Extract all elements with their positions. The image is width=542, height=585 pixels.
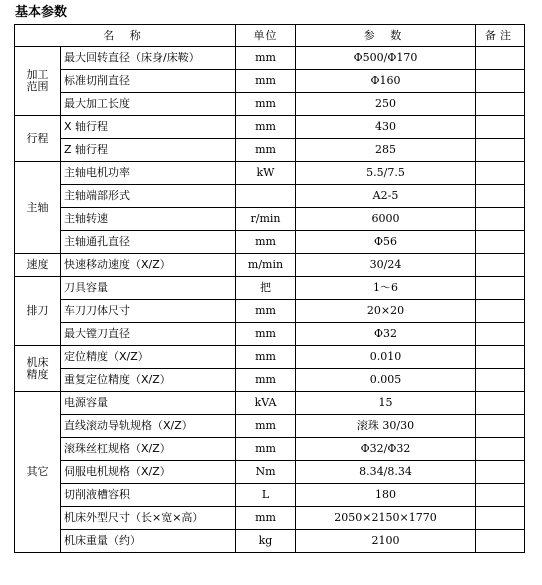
param-value: 8.34/8.34 — [296, 461, 476, 484]
table-row — [15, 461, 525, 484]
param-remark — [476, 185, 525, 208]
param-unit: mm — [236, 139, 296, 162]
param-unit: r/min — [236, 208, 296, 231]
table-row — [15, 369, 525, 392]
table-row — [15, 415, 525, 438]
group-label: 速度 — [15, 254, 61, 277]
param-remark — [476, 323, 525, 346]
param-unit: mm — [236, 346, 296, 369]
param-unit: L — [236, 484, 296, 507]
param-name: 标准切削直径 — [61, 70, 236, 93]
param-name: 主轴通孔直径 — [61, 231, 236, 254]
table-row — [15, 162, 525, 185]
param-remark — [476, 70, 525, 93]
group-label: 排刀 — [15, 277, 61, 346]
param-remark — [476, 392, 525, 415]
param-remark — [476, 277, 525, 300]
param-unit — [236, 185, 296, 208]
param-name: 直线滚动导轨规格（X/Z） — [61, 415, 236, 438]
table-row — [15, 300, 525, 323]
param-unit: mm — [236, 231, 296, 254]
param-value: Φ160 — [296, 70, 476, 93]
param-value: Φ56 — [296, 231, 476, 254]
header-value: 参 数 — [296, 25, 476, 47]
header-name: 名 称 — [15, 25, 236, 47]
param-unit: mm — [236, 415, 296, 438]
table-row — [15, 116, 525, 139]
header-remark: 备注 — [476, 25, 525, 47]
param-unit: mm — [236, 93, 296, 116]
param-value: 20×20 — [296, 300, 476, 323]
param-name: Z 轴行程 — [61, 139, 236, 162]
param-remark — [476, 369, 525, 392]
group-label: 机床 精度 — [15, 346, 61, 392]
param-value: 430 — [296, 116, 476, 139]
param-unit: mm — [236, 47, 296, 70]
param-name: 切削液槽容积 — [61, 484, 236, 507]
param-value: 2050×2150×1770 — [296, 507, 476, 530]
param-value: 180 — [296, 484, 476, 507]
table-row — [15, 93, 525, 116]
param-name: 最大回转直径（床身/床鞍） — [61, 47, 236, 70]
param-name: 快速移动速度（X/Z） — [61, 254, 236, 277]
param-unit: mm — [236, 70, 296, 93]
param-value: Φ32 — [296, 323, 476, 346]
param-unit: kW — [236, 162, 296, 185]
spec-table — [14, 24, 525, 553]
table-row — [15, 185, 525, 208]
param-remark — [476, 162, 525, 185]
spec-body — [15, 47, 525, 553]
param-unit: m/min — [236, 254, 296, 277]
param-remark — [476, 461, 525, 484]
table-row — [15, 47, 525, 70]
param-name: 定位精度（X/Z） — [61, 346, 236, 369]
param-value: Φ32/Φ32 — [296, 438, 476, 461]
param-unit: mm — [236, 300, 296, 323]
param-unit: kg — [236, 530, 296, 553]
param-value: 0.005 — [296, 369, 476, 392]
param-remark — [476, 530, 525, 553]
param-name: X 轴行程 — [61, 116, 236, 139]
table-row — [15, 530, 525, 553]
group-label: 加工 范围 — [15, 47, 61, 116]
table-row — [15, 139, 525, 162]
param-name: 车刀刀体尺寸 — [61, 300, 236, 323]
header-unit: 单位 — [236, 25, 296, 47]
param-name: 电源容量 — [61, 392, 236, 415]
page-title: 基本参数 — [15, 5, 68, 20]
param-name: 最大镗刀直径 — [61, 323, 236, 346]
param-remark — [476, 507, 525, 530]
param-unit: 把 — [236, 277, 296, 300]
param-remark — [476, 139, 525, 162]
param-remark — [476, 208, 525, 231]
group-label: 行程 — [15, 116, 61, 162]
param-value: 2100 — [296, 530, 476, 553]
param-remark — [476, 93, 525, 116]
param-unit: mm — [236, 507, 296, 530]
table-row — [15, 507, 525, 530]
param-value: 滚珠 30/30 — [296, 415, 476, 438]
param-name: 滚珠丝杠规格（X/Z） — [61, 438, 236, 461]
param-name: 刀具容量 — [61, 277, 236, 300]
param-name: 主轴端部形式 — [61, 185, 236, 208]
param-unit: mm — [236, 369, 296, 392]
param-remark — [476, 300, 525, 323]
param-remark — [476, 47, 525, 70]
table-row — [15, 392, 525, 415]
param-value: 15 — [296, 392, 476, 415]
param-remark — [476, 231, 525, 254]
param-name: 主轴转速 — [61, 208, 236, 231]
param-value: 30/24 — [296, 254, 476, 277]
param-name: 主轴电机功率 — [61, 162, 236, 185]
param-value: 250 — [296, 93, 476, 116]
param-value: A2-5 — [296, 185, 476, 208]
param-name: 机床重量（约） — [61, 530, 236, 553]
param-name: 最大加工长度 — [61, 93, 236, 116]
param-value: Φ500/Φ170 — [296, 47, 476, 70]
param-name: 机床外型尺寸（长×宽×高） — [61, 507, 236, 530]
param-value: 5.5/7.5 — [296, 162, 476, 185]
param-unit: kVA — [236, 392, 296, 415]
param-remark — [476, 438, 525, 461]
param-name: 重复定位精度（X/Z） — [61, 369, 236, 392]
header-row — [15, 25, 525, 47]
group-label: 其它 — [15, 392, 61, 553]
table-row — [15, 277, 525, 300]
table-row — [15, 346, 525, 369]
param-value: 6000 — [296, 208, 476, 231]
table-row — [15, 484, 525, 507]
table-row — [15, 438, 525, 461]
param-remark — [476, 484, 525, 507]
table-row — [15, 254, 525, 277]
table-row — [15, 231, 525, 254]
table-row — [15, 70, 525, 93]
param-remark — [476, 415, 525, 438]
table-row — [15, 208, 525, 231]
param-value: 1～6 — [296, 277, 476, 300]
param-value: 285 — [296, 139, 476, 162]
group-label: 主轴 — [15, 162, 61, 254]
param-remark — [476, 116, 525, 139]
table-row — [15, 323, 525, 346]
param-unit: Nm — [236, 461, 296, 484]
param-name: 伺服电机规格（X/Z） — [61, 461, 236, 484]
param-unit: mm — [236, 323, 296, 346]
param-unit: mm — [236, 116, 296, 139]
param-remark — [476, 254, 525, 277]
param-remark — [476, 346, 525, 369]
param-value: 0.010 — [296, 346, 476, 369]
param-unit: mm — [236, 438, 296, 461]
